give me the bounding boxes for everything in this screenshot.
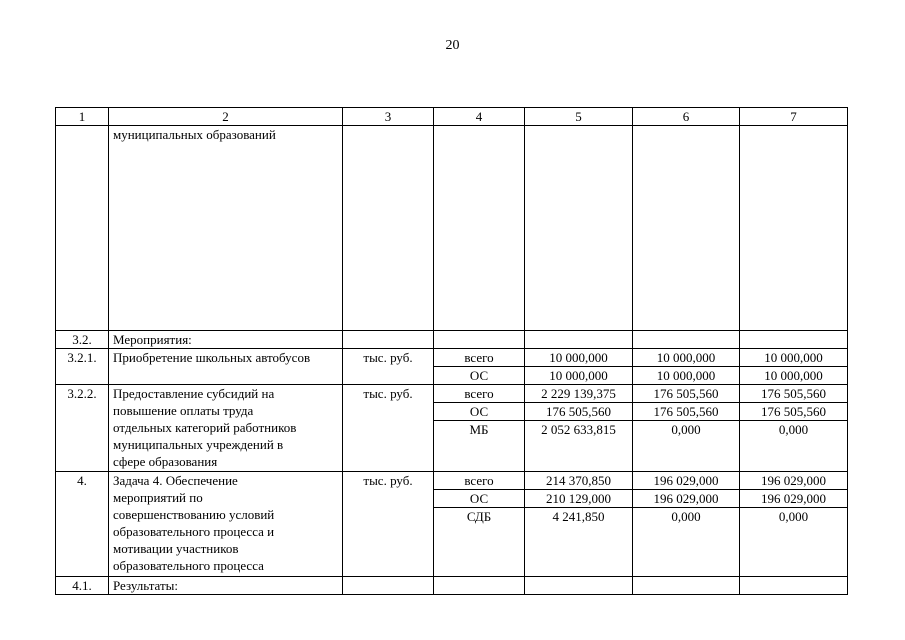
value-col5: 10 000,000 <box>525 349 633 367</box>
table-row <box>56 349 848 367</box>
value-col5: 176 505,560 <box>525 403 633 421</box>
value-col5: 2 052 633,815 <box>525 421 633 472</box>
value-col6: 0,000 <box>633 508 740 577</box>
funding-source: всего <box>434 349 525 367</box>
row-number: 3.2. <box>56 331 109 349</box>
header-row <box>56 108 848 126</box>
funding-source: всего <box>434 385 525 403</box>
continuation-text: муниципальных образований <box>109 126 343 331</box>
row-number: 3.2.1. <box>56 349 109 385</box>
budget-table <box>55 107 848 595</box>
table-row <box>56 577 848 595</box>
funding-source: всего <box>434 472 525 490</box>
value-col5: 2 229 139,375 <box>525 385 633 403</box>
funding-source: ОС <box>434 367 525 385</box>
header-cell-6: 6 <box>633 108 740 126</box>
value-col7: 196 029,000 <box>740 472 848 490</box>
continuation-row <box>56 126 848 331</box>
row-number: 4.1. <box>56 577 109 595</box>
value-col7: 10 000,000 <box>740 349 848 367</box>
table-row <box>56 472 848 490</box>
table-row <box>56 385 848 403</box>
value-col5: 10 000,000 <box>525 367 633 385</box>
value-col5: 4 241,850 <box>525 508 633 577</box>
value-col6: 10 000,000 <box>633 349 740 367</box>
row-name: Задача 4. Обеспечение мероприятий по совершенствованию условий образовательного процесса и мотивации участников образовательного процесса <box>109 472 343 577</box>
value-col6: 176 505,560 <box>633 385 740 403</box>
table-row <box>56 331 848 349</box>
value-col6: 196 029,000 <box>633 490 740 508</box>
header-cell-7: 7 <box>740 108 848 126</box>
value-col6: 196 029,000 <box>633 472 740 490</box>
row-name: Мероприятия: <box>109 331 343 349</box>
header-cell-1: 1 <box>56 108 109 126</box>
row-unit: тыс. руб. <box>343 472 434 577</box>
row-unit: тыс. руб. <box>343 349 434 385</box>
row-name: Приобретение школьных автобусов <box>109 349 343 385</box>
value-col7: 176 505,560 <box>740 385 848 403</box>
value-col7: 10 000,000 <box>740 367 848 385</box>
value-col7: 0,000 <box>740 421 848 472</box>
funding-source: ОС <box>434 403 525 421</box>
row-name: Результаты: <box>109 577 343 595</box>
header-cell-3: 3 <box>343 108 434 126</box>
header-cell-2: 2 <box>109 108 343 126</box>
value-col5: 214 370,850 <box>525 472 633 490</box>
header-cell-4: 4 <box>434 108 525 126</box>
row-number: 3.2.2. <box>56 385 109 472</box>
value-col6: 0,000 <box>633 421 740 472</box>
funding-source: СДБ <box>434 508 525 577</box>
page-number: 20 <box>445 38 460 53</box>
row-number: 4. <box>56 472 109 577</box>
value-col5: 210 129,000 <box>525 490 633 508</box>
row-name: Предоставление субсидий на повышение оплаты труда отдельных категорий работников муниципальных учреждений в сфере образования <box>109 385 343 472</box>
value-col7: 176 505,560 <box>740 403 848 421</box>
value-col7: 0,000 <box>740 508 848 577</box>
value-col7: 196 029,000 <box>740 490 848 508</box>
funding-source: ОС <box>434 490 525 508</box>
funding-source: МБ <box>434 421 525 472</box>
value-col6: 176 505,560 <box>633 403 740 421</box>
header-cell-5: 5 <box>525 108 633 126</box>
value-col6: 10 000,000 <box>633 367 740 385</box>
row-unit: тыс. руб. <box>343 385 434 472</box>
